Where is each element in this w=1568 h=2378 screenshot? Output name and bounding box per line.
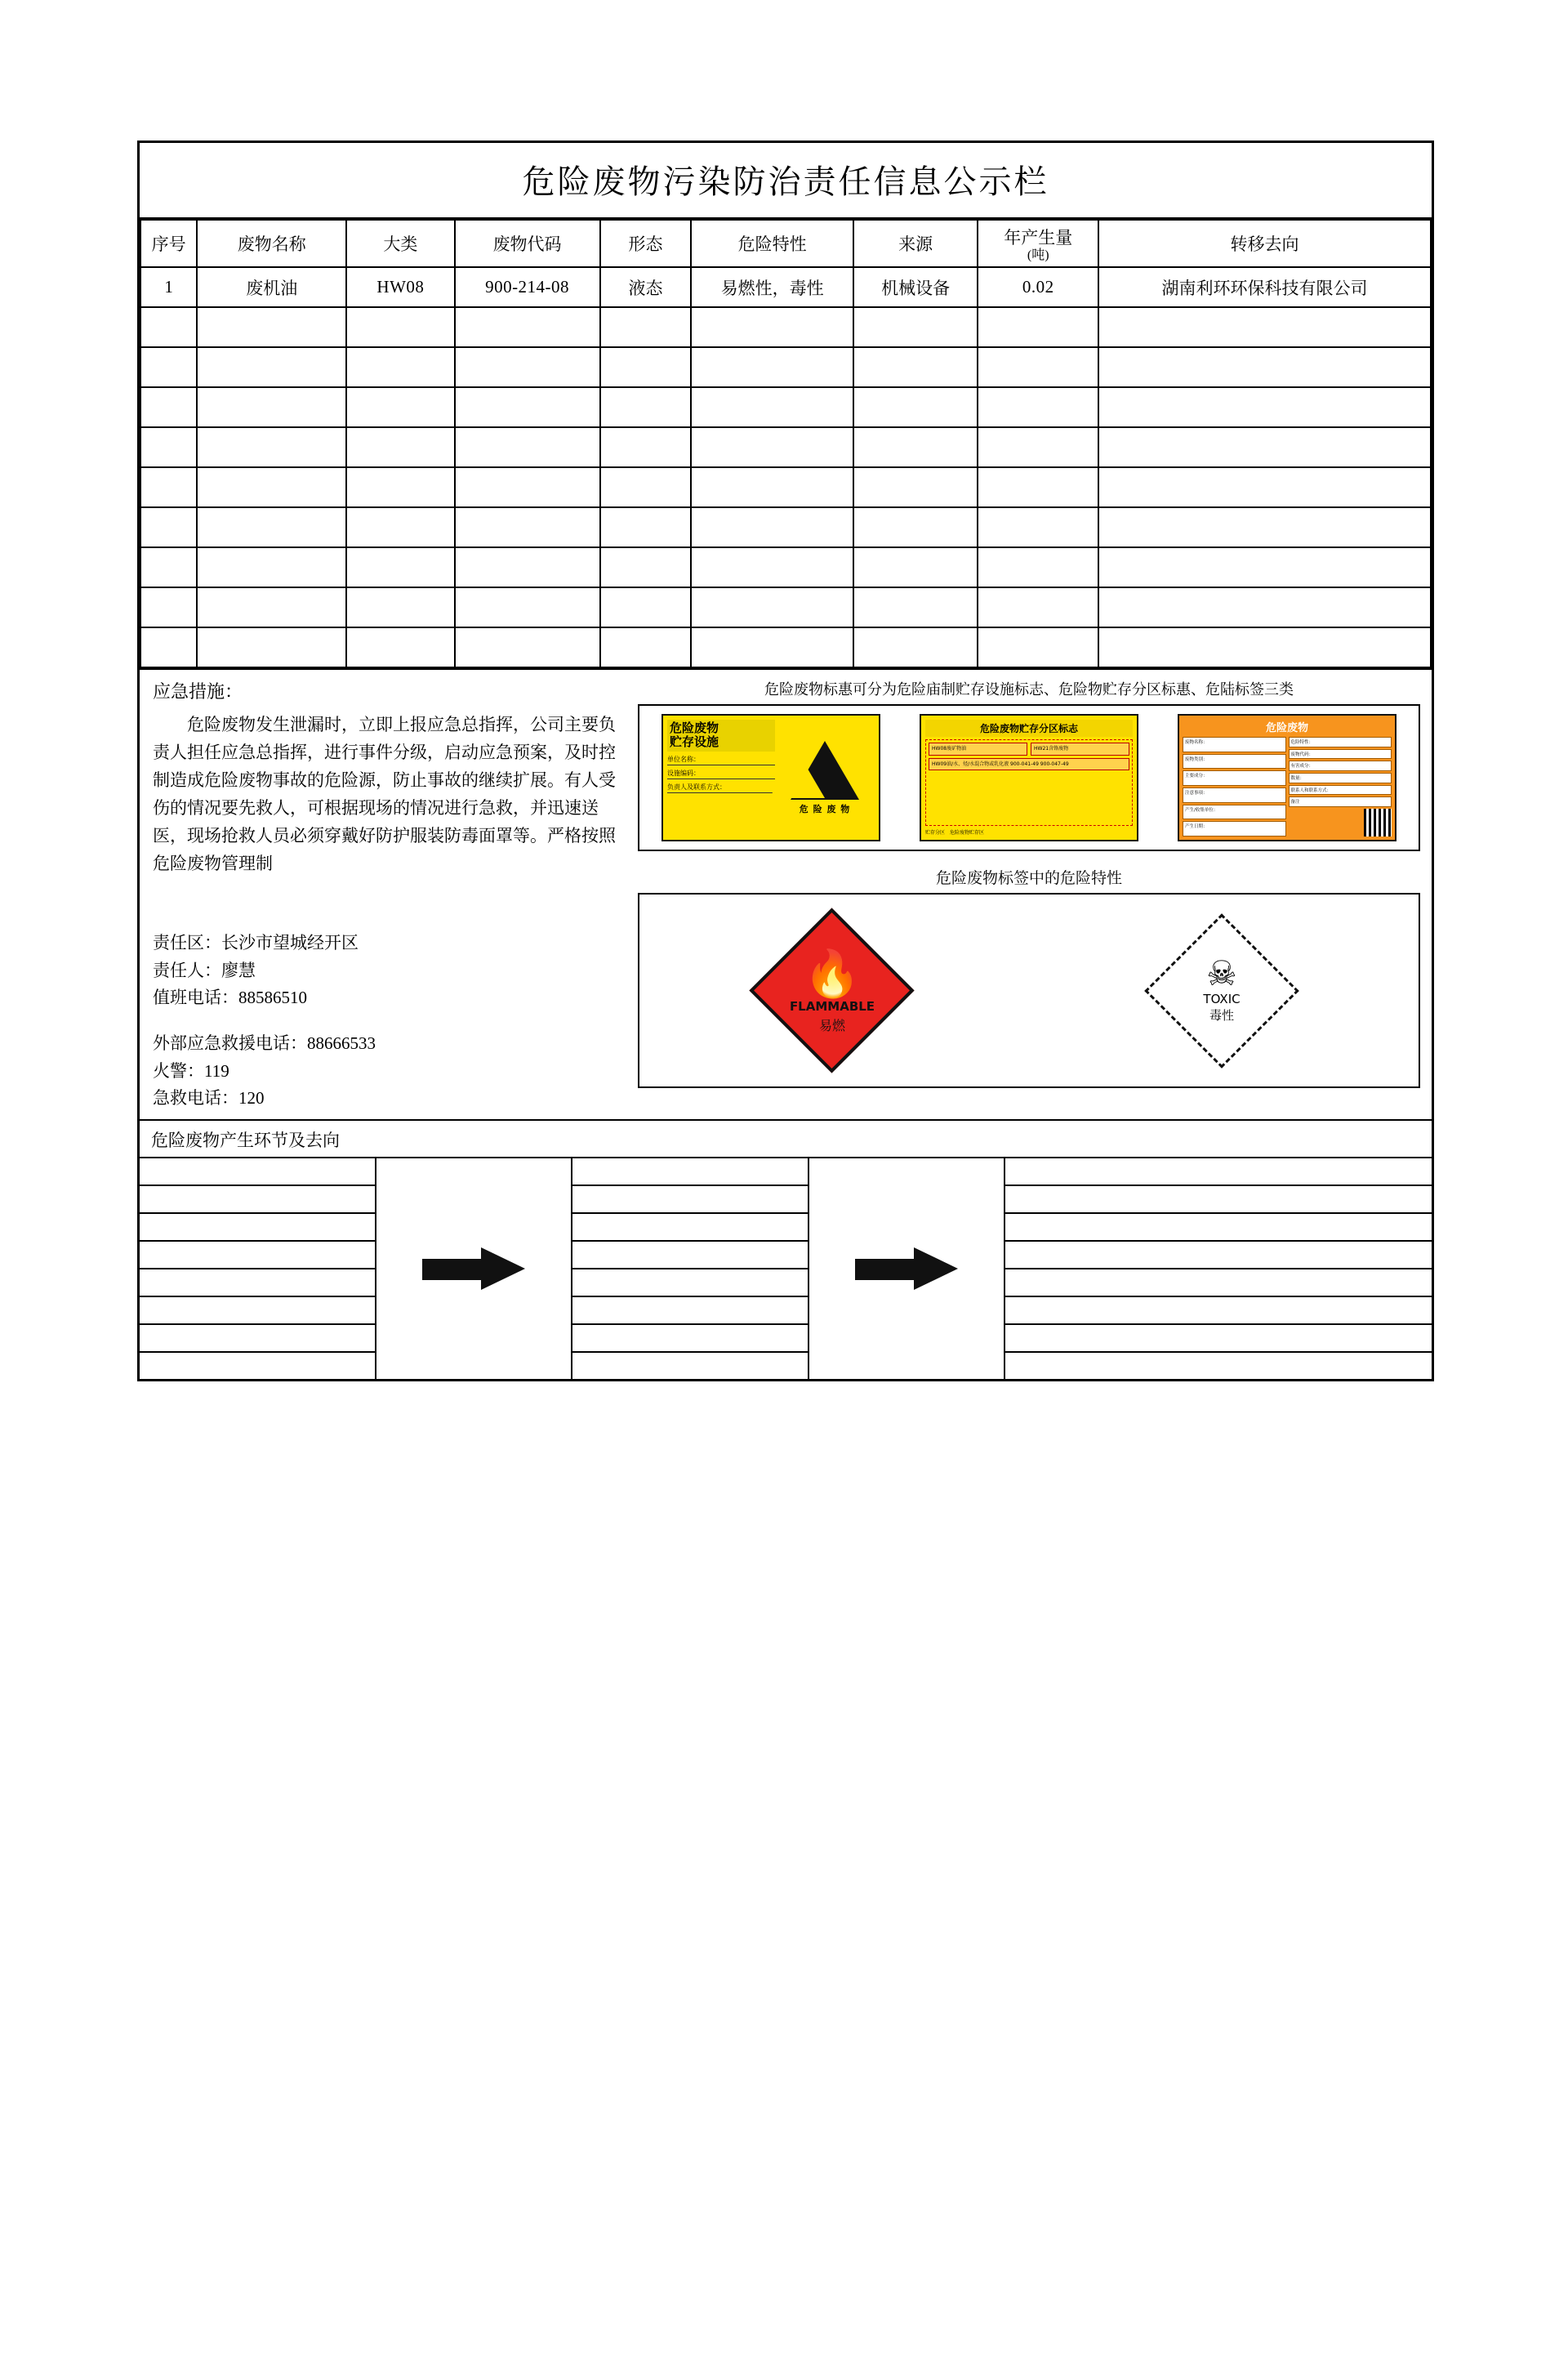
- cell-form: [600, 387, 692, 427]
- flow-section: [140, 1157, 1432, 1379]
- cell-waste-name: [197, 627, 346, 667]
- th-annual-output-unit: (吨): [1027, 248, 1049, 262]
- skull-crossbones-icon: ☠: [1206, 956, 1237, 993]
- cell-waste-code: [455, 427, 600, 467]
- signs-caption: 危险废物标惠可分为危险庙制贮存设施标志、危险物贮存分区标惠、危陆标签三类: [764, 681, 1294, 698]
- cell-annual-output: [978, 307, 1098, 347]
- th-waste-name: 废物名称: [197, 220, 346, 267]
- placard-c-field: 注意事项：: [1183, 787, 1286, 803]
- cell-form: [600, 547, 692, 587]
- cell-source: [853, 467, 978, 507]
- cell-source: [853, 587, 978, 627]
- cell-annual-output: [978, 347, 1098, 387]
- cell-transfer-destination: [1098, 587, 1431, 627]
- cell-form: [600, 427, 692, 467]
- waste-table: [140, 219, 1432, 668]
- table-row: [140, 347, 1431, 387]
- cell-category: [346, 387, 454, 427]
- middle-section: [140, 668, 1432, 1119]
- placard-b-foot2: 危险废物贮存区: [950, 830, 985, 836]
- cell-annual-output: [978, 387, 1098, 427]
- cell-transfer-destination: [1098, 507, 1431, 547]
- cell-form: [600, 467, 692, 507]
- cell-waste-name: [197, 467, 346, 507]
- cell-index: [140, 627, 197, 667]
- table-row: [140, 547, 1431, 587]
- cell-waste-code: [455, 307, 600, 347]
- cell-waste-code: [455, 467, 600, 507]
- placard-a-field-contact: 负责人及联系方式：: [667, 783, 775, 793]
- cell-hazard-property: [691, 427, 853, 467]
- cell-category: [346, 547, 454, 587]
- placard-b-body: [925, 739, 1133, 826]
- placard-b-box2: HW21含铬废物: [1031, 743, 1129, 756]
- flammable-label-en: FLAMMABLE: [789, 999, 875, 1014]
- signs-panel: [630, 670, 1432, 1119]
- cell-source: 机械设备: [853, 267, 978, 307]
- emergency-heading: 应急措施：: [153, 681, 243, 702]
- arrow-right-icon: [855, 1250, 958, 1287]
- cell-hazard-property: [691, 507, 853, 547]
- table-row: [140, 307, 1431, 347]
- external-contacts-block: [153, 1030, 617, 1113]
- cell-hazard-property: [691, 627, 853, 667]
- public-notice-board: [137, 141, 1434, 1381]
- cell-source: [853, 387, 978, 427]
- th-transfer-destination: 转移去向: [1098, 220, 1431, 267]
- cell-form: [600, 507, 692, 547]
- cell-hazard-property: [691, 547, 853, 587]
- placard-b-footer: [925, 828, 1133, 836]
- cell-annual-output: 0.02: [978, 267, 1098, 307]
- th-source: 来源: [853, 220, 978, 267]
- cell-hazard-property: [691, 387, 853, 427]
- cell-form: [600, 347, 692, 387]
- th-hazard-property: 危险特性: [691, 220, 853, 267]
- th-waste-code: 废物代码: [455, 220, 600, 267]
- th-category: 大类: [346, 220, 454, 267]
- warning-triangle-icon: [791, 741, 859, 800]
- placard-c-field: 主要成分：: [1183, 770, 1286, 786]
- ambulance-phone: 急救电话：120: [153, 1088, 265, 1109]
- cell-index: 1: [140, 267, 197, 307]
- duty-phone: 值班电话：88586510: [153, 988, 307, 1008]
- cell-index: [140, 427, 197, 467]
- table-row: [140, 627, 1431, 667]
- cell-waste-code: [455, 547, 600, 587]
- placard-c-field: 备注: [1289, 796, 1392, 807]
- placard-b-foot1: 贮存分区: [925, 830, 946, 836]
- page-title: 危险废物污染防治责任信息公示栏: [140, 143, 1432, 219]
- cell-transfer-destination: [1098, 547, 1431, 587]
- placard-c-field: 有害成分：: [1289, 761, 1392, 771]
- placard-a-footer: 危 险 废 物: [799, 803, 851, 814]
- cell-waste-name: [197, 547, 346, 587]
- toxic-label-en: TOXIC: [1203, 992, 1241, 1006]
- cell-source: [853, 307, 978, 347]
- cell-hazard-property: [691, 347, 853, 387]
- flow-section-title: 危险废物产生环节及去向: [140, 1119, 1432, 1157]
- table-body: [140, 267, 1431, 667]
- arrow-right-icon: [422, 1250, 525, 1287]
- cell-annual-output: [978, 547, 1098, 587]
- cell-category: [346, 627, 454, 667]
- cell-waste-name: [197, 507, 346, 547]
- table-header-row: [140, 220, 1431, 267]
- placard-a-right: [775, 720, 875, 836]
- fire-phone: 火警：119: [153, 1060, 229, 1081]
- placard-c-field: 危险特性：: [1289, 737, 1392, 747]
- placard-c-field: 数量：: [1289, 773, 1392, 783]
- cell-annual-output: [978, 627, 1098, 667]
- cell-waste-code: [455, 587, 600, 627]
- external-rescue-phone: 外部应急救援电话：88666533: [153, 1033, 376, 1053]
- cell-index: [140, 507, 197, 547]
- sign-gallery: [638, 704, 1420, 851]
- cell-form: [600, 307, 692, 347]
- cell-transfer-destination: [1098, 307, 1431, 347]
- cell-category: [346, 427, 454, 467]
- cell-waste-name: [197, 347, 346, 387]
- flow-column-disposal: [1005, 1158, 1432, 1379]
- cell-waste-name: [197, 427, 346, 467]
- responsibility-block: [153, 930, 617, 1012]
- th-form: 形态: [600, 220, 692, 267]
- qr-code-icon: [1364, 809, 1392, 837]
- placard-b-box1: HW08废矿物油: [929, 743, 1027, 756]
- cell-waste-code: [455, 347, 600, 387]
- cell-index: [140, 547, 197, 587]
- placard-c-field: 产生/收集单位：: [1183, 805, 1286, 820]
- placard-c-title: 危险废物: [1265, 722, 1308, 734]
- cell-source: [853, 547, 978, 587]
- cell-category: [346, 307, 454, 347]
- cell-waste-code: [455, 507, 600, 547]
- cell-waste-code: [455, 387, 600, 427]
- cell-transfer-destination: [1098, 427, 1431, 467]
- placard-a-title-line1: 危险废物: [670, 721, 719, 735]
- cell-annual-output: [978, 507, 1098, 547]
- cell-source: [853, 627, 978, 667]
- placard-c-field: 联系人和联系方式：: [1289, 785, 1392, 796]
- placard-a-title: [667, 720, 775, 752]
- placard-a-title-line2: 贮存设施: [670, 734, 719, 750]
- flame-icon: 🔥: [804, 949, 861, 1000]
- cell-annual-output: [978, 427, 1098, 467]
- cell-waste-name: [197, 387, 346, 427]
- flammable-symbol: [751, 909, 914, 1073]
- responsibility-person: 责任人：廖慧: [153, 960, 256, 980]
- table-row: [140, 387, 1431, 427]
- cell-transfer-destination: [1098, 627, 1431, 667]
- cell-index: [140, 467, 197, 507]
- cell-annual-output: [978, 587, 1098, 627]
- hazard-symbols-row: [638, 893, 1420, 1088]
- cell-waste-code: [455, 627, 600, 667]
- cell-form: 液态: [600, 267, 692, 307]
- flow-arrow-2: [809, 1158, 1005, 1379]
- cell-form: [600, 627, 692, 667]
- hazardous-waste-label-placard: [1178, 714, 1396, 841]
- flow-column-generation: [140, 1158, 376, 1379]
- cell-transfer-destination: [1098, 387, 1431, 427]
- flow-column-storage: [572, 1158, 809, 1379]
- table-row: [140, 467, 1431, 507]
- cell-hazard-property: [691, 467, 853, 507]
- cell-index: [140, 307, 197, 347]
- cell-source: [853, 427, 978, 467]
- table-row: [140, 267, 1431, 307]
- cell-category: [346, 507, 454, 547]
- cell-category: HW08: [346, 267, 454, 307]
- placard-a-field-unit: 单位名称：: [667, 755, 775, 765]
- placard-c-field: 废物代码：: [1289, 749, 1392, 760]
- flow-arrow-1: [376, 1158, 572, 1379]
- cell-annual-output: [978, 467, 1098, 507]
- placard-c-field: 废物名称：: [1183, 737, 1286, 752]
- hazard-caption: 危险废物标签中的危险特性: [935, 870, 1122, 887]
- placard-c-field: 产生日期：: [1183, 821, 1286, 837]
- responsibility-zone: 责任区：长沙市望城经开区: [153, 933, 359, 953]
- th-annual-output: [978, 220, 1098, 267]
- hazardous-waste-zoning-placard: [920, 714, 1138, 841]
- cell-source: [853, 347, 978, 387]
- placard-b-title: 危险废物贮存分区标志: [925, 720, 1133, 737]
- cell-hazard-property: [691, 307, 853, 347]
- toxic-label-cn: 毒性: [1209, 1010, 1234, 1023]
- flammable-label-cn: 易燃: [818, 1018, 845, 1033]
- cell-form: [600, 587, 692, 627]
- cell-waste-code: 900-214-08: [455, 267, 600, 307]
- cell-index: [140, 387, 197, 427]
- placard-b-box3: HW09油/水、烃/水混合物或乳化液 900-041-49 900-047-49: [929, 758, 1129, 771]
- cell-source: [853, 507, 978, 547]
- cell-category: [346, 467, 454, 507]
- cell-transfer-destination: [1098, 467, 1431, 507]
- cell-waste-name: [197, 307, 346, 347]
- cell-hazard-property: [691, 587, 853, 627]
- placard-c-field: 废物类别：: [1183, 754, 1286, 770]
- table-row: [140, 587, 1431, 627]
- emergency-body-text: 危险废物发生泄漏时，立即上报应急总指挥，公司主要负责人担任应急总指挥，进行事件分级，启动应急预案，及时控制造成危险废物事故的危险源，防止事故的继续扩展。有人受伤的情况要先救人，可根据现场的情况进行急救，并迅速送医，现场抢救人员必须穿戴好防护服装防毒面罩等。严格按照危险废物管理制: [153, 715, 616, 874]
- cell-transfer-destination: 湖南利环环保科技有限公司: [1098, 267, 1431, 307]
- cell-waste-name: [197, 587, 346, 627]
- th-annual-output-main: 年产生量: [1004, 228, 1073, 248]
- hazardous-waste-facility-placard: [662, 714, 880, 841]
- cell-waste-name: 废机油: [197, 267, 346, 307]
- cell-index: [140, 347, 197, 387]
- emergency-panel: [140, 670, 630, 1119]
- placard-a-left: [667, 720, 775, 836]
- cell-index: [140, 587, 197, 627]
- th-index: 序号: [140, 220, 197, 267]
- toxic-symbol: [1136, 913, 1307, 1069]
- table-row: [140, 507, 1431, 547]
- table-row: [140, 427, 1431, 467]
- cell-transfer-destination: [1098, 347, 1431, 387]
- placard-c-body: [1183, 737, 1392, 837]
- cell-category: [346, 587, 454, 627]
- cell-hazard-property: 易燃性，毒性: [691, 267, 853, 307]
- placard-a-field-code: 设施编码：: [667, 769, 775, 779]
- cell-category: [346, 347, 454, 387]
